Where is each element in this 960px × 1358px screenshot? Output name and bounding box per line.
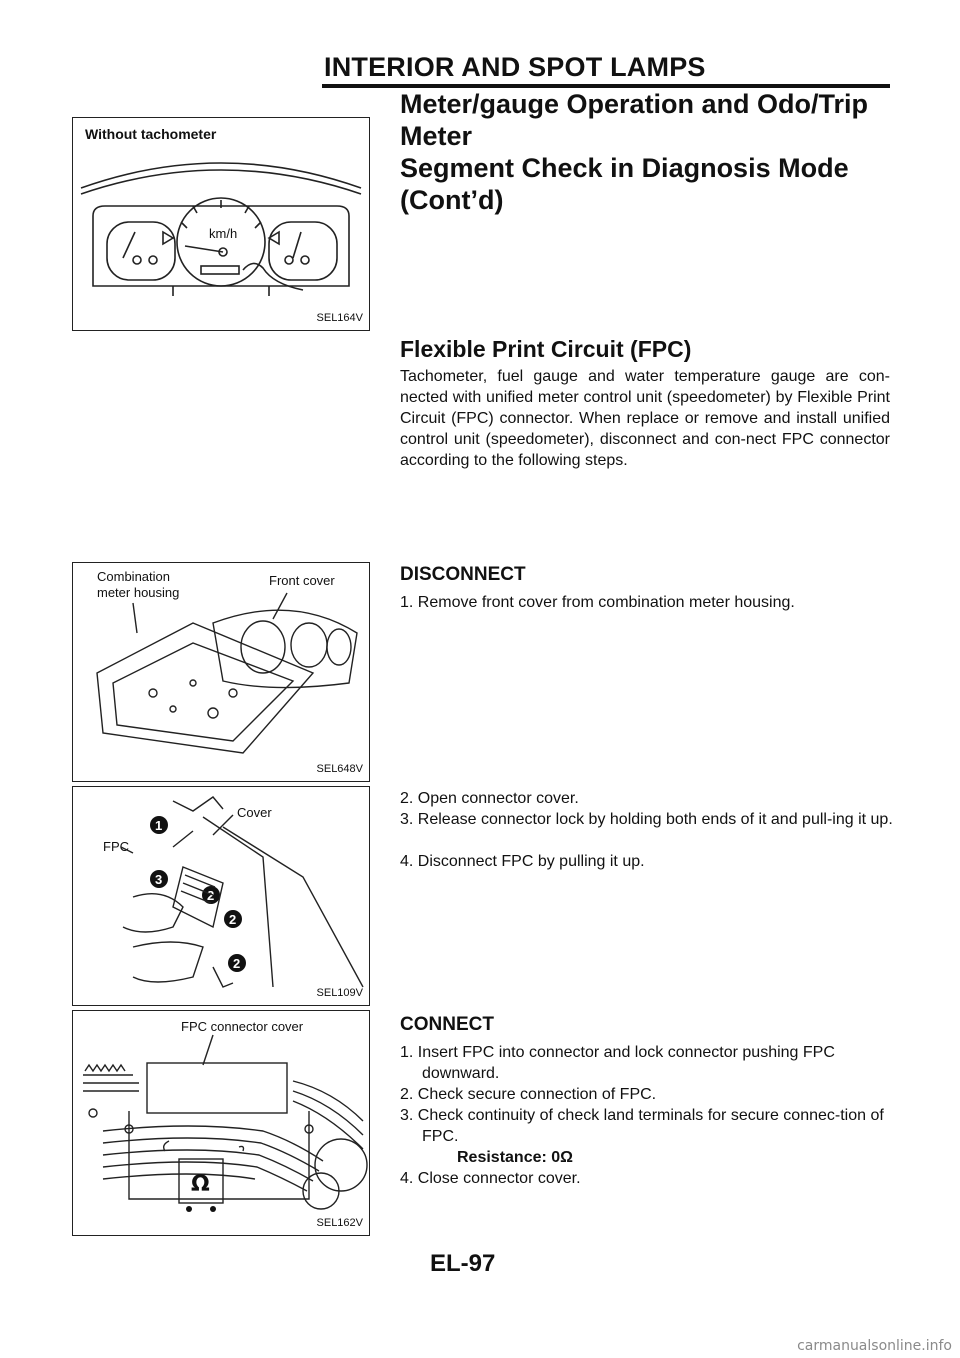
housing-label-line1: Combination <box>97 569 170 584</box>
connect-steps <box>400 1042 890 1189</box>
section-title: INTERIOR AND SPOT LAMPS <box>324 52 706 82</box>
resistance-spec: Resistance: 0Ω <box>457 1149 573 1166</box>
disconnect-step-3: 3. Release connector lock by holding both ends of it and pull-ing it up. <box>400 811 893 828</box>
disconnect-step-1: 1. Remove front cover from combination meter housing. <box>400 594 795 611</box>
fpc-connector-drawing <box>73 1011 369 1235</box>
cover-label: Cover <box>237 805 272 820</box>
figure-caption: Without tachometer <box>85 126 217 142</box>
connect-step-4: 4. Close connector cover. <box>400 1170 581 1187</box>
figure-code: SEL162V <box>316 1217 363 1229</box>
marker-2b: 2 <box>229 912 237 927</box>
figure-fpc-removal <box>72 786 370 1006</box>
disconnect-heading: DISCONNECT <box>400 564 526 585</box>
figure-gauge-cluster <box>72 117 370 331</box>
fpc-heading: Flexible Print Circuit (FPC) <box>400 336 692 362</box>
fpc-removal-drawing <box>73 787 369 1005</box>
figure-code: SEL648V <box>316 763 363 775</box>
figure-fpc-connector <box>72 1010 370 1236</box>
connect-step-2: 2. Check secure connection of FPC. <box>400 1086 657 1103</box>
disconnect-step-4: 4. Disconnect FPC by pulling it up. <box>400 853 645 870</box>
connect-step-1: 1. Insert FPC into connector and lock connector pushing FPC downward. <box>400 1044 835 1082</box>
meter-housing-drawing <box>73 563 369 781</box>
connect-step-3: 3. Check continuity of check land terminals for secure connec-tion of FPC. <box>400 1107 884 1145</box>
figure-meter-housing <box>72 562 370 782</box>
marker-1: 1 <box>155 818 163 833</box>
connect-heading: CONNECT <box>400 1014 494 1035</box>
disconnect-step-2: 2. Open connector cover. <box>400 790 579 807</box>
subtitle-line-1: Meter/gauge Operation and Odo/Trip Meter <box>400 89 869 151</box>
marker-2a: 2 <box>207 888 215 903</box>
fpc-paragraph: Tachometer, fuel gauge and water temperature gauge are con-nected with unified meter control unit (speedometer) by Flexible Print Circuit (FPC) connector. When replace or remove and install unified control unit (speedometer), disconnect and con-nect FPC connector according to the following steps. <box>400 368 890 469</box>
figure-code: SEL109V <box>316 987 363 999</box>
watermark: carmanualsonline.info <box>797 1338 952 1354</box>
page-subtitle <box>400 88 920 216</box>
housing-label-line2: meter housing <box>97 585 180 600</box>
page-number: EL-97 <box>430 1250 496 1277</box>
fpc-connector-cover-label: FPC connector cover <box>181 1019 304 1034</box>
fpc-label: FPC <box>103 839 129 854</box>
figure-code: SEL164V <box>316 312 363 324</box>
front-cover-label: Front cover <box>269 573 335 588</box>
marker-2c: 2 <box>233 956 241 971</box>
ohm-symbol: Ω <box>191 1172 210 1197</box>
gauge-cluster-drawing <box>73 118 369 330</box>
kmh-label: km/h <box>209 226 238 241</box>
marker-3: 3 <box>155 872 163 887</box>
subtitle-line-2: Segment Check in Diagnosis Mode (Cont’d) <box>400 153 849 215</box>
